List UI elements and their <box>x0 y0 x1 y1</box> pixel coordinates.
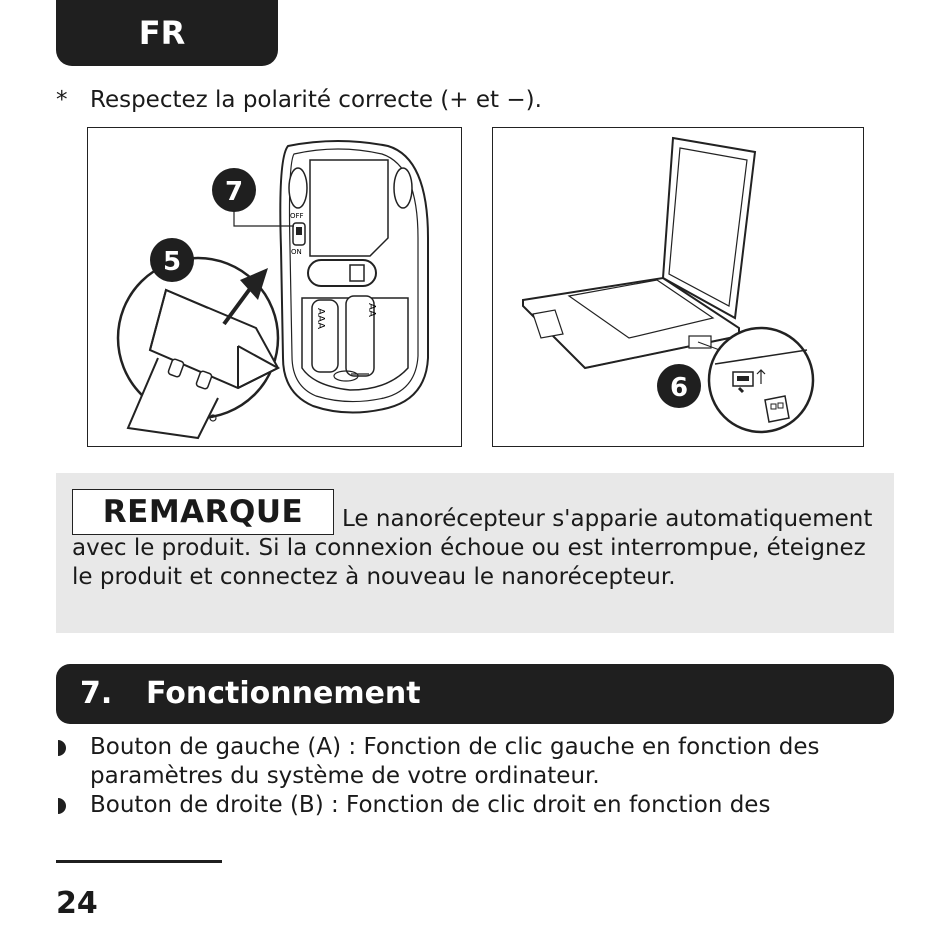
laptop-illustration <box>492 127 864 447</box>
note-label: REMARQUE <box>72 489 334 535</box>
footer-rule <box>56 860 222 863</box>
list-item-text: Bouton de droite (B) : Fonction de clic droit en fonction des <box>90 792 771 818</box>
switch-off-label: OFF <box>290 212 304 220</box>
polarity-text: Respectez la polarité correcte (+ et −). <box>90 87 542 113</box>
battery-label-2: AA <box>366 303 377 317</box>
svg-text:5: 5 <box>162 247 182 277</box>
section-heading <box>56 664 894 724</box>
polarity-note <box>56 84 542 116</box>
operation-list <box>56 733 894 820</box>
bullet-icon <box>58 740 66 756</box>
mouse-illustration <box>87 127 462 447</box>
callout-6 <box>657 364 701 408</box>
note-text: Le nanorécepteur s'apparie automatiquement avec le produit. Si la connexion échoue ou est interrompue, éteignez le produit et connectez à nouveau le nanorécepteur. <box>72 506 873 590</box>
switch-on-label: ON <box>291 248 302 256</box>
battery-label: AAA <box>315 308 326 330</box>
page-number: 24 <box>56 886 98 921</box>
list-item <box>56 791 894 820</box>
asterisk-marker: * <box>56 87 68 113</box>
svg-text:6: 6 <box>669 373 689 403</box>
laptop-drawing <box>493 128 863 446</box>
svg-text:7: 7 <box>224 177 244 207</box>
bullet-icon <box>58 798 66 814</box>
language-tab: FR <box>56 0 278 66</box>
list-item <box>56 733 894 791</box>
callout-5 <box>150 238 194 282</box>
section-title: Fonctionnement <box>146 676 421 711</box>
callout-7 <box>212 168 256 212</box>
section-number: 7. <box>80 676 113 711</box>
list-item-text: Bouton de gauche (A) : Fonction de clic gauche en fonction des paramètres du système de votre ordinateur. <box>90 734 820 789</box>
mouse-drawing <box>88 128 461 446</box>
nano-receiver-small-icon <box>765 396 789 422</box>
